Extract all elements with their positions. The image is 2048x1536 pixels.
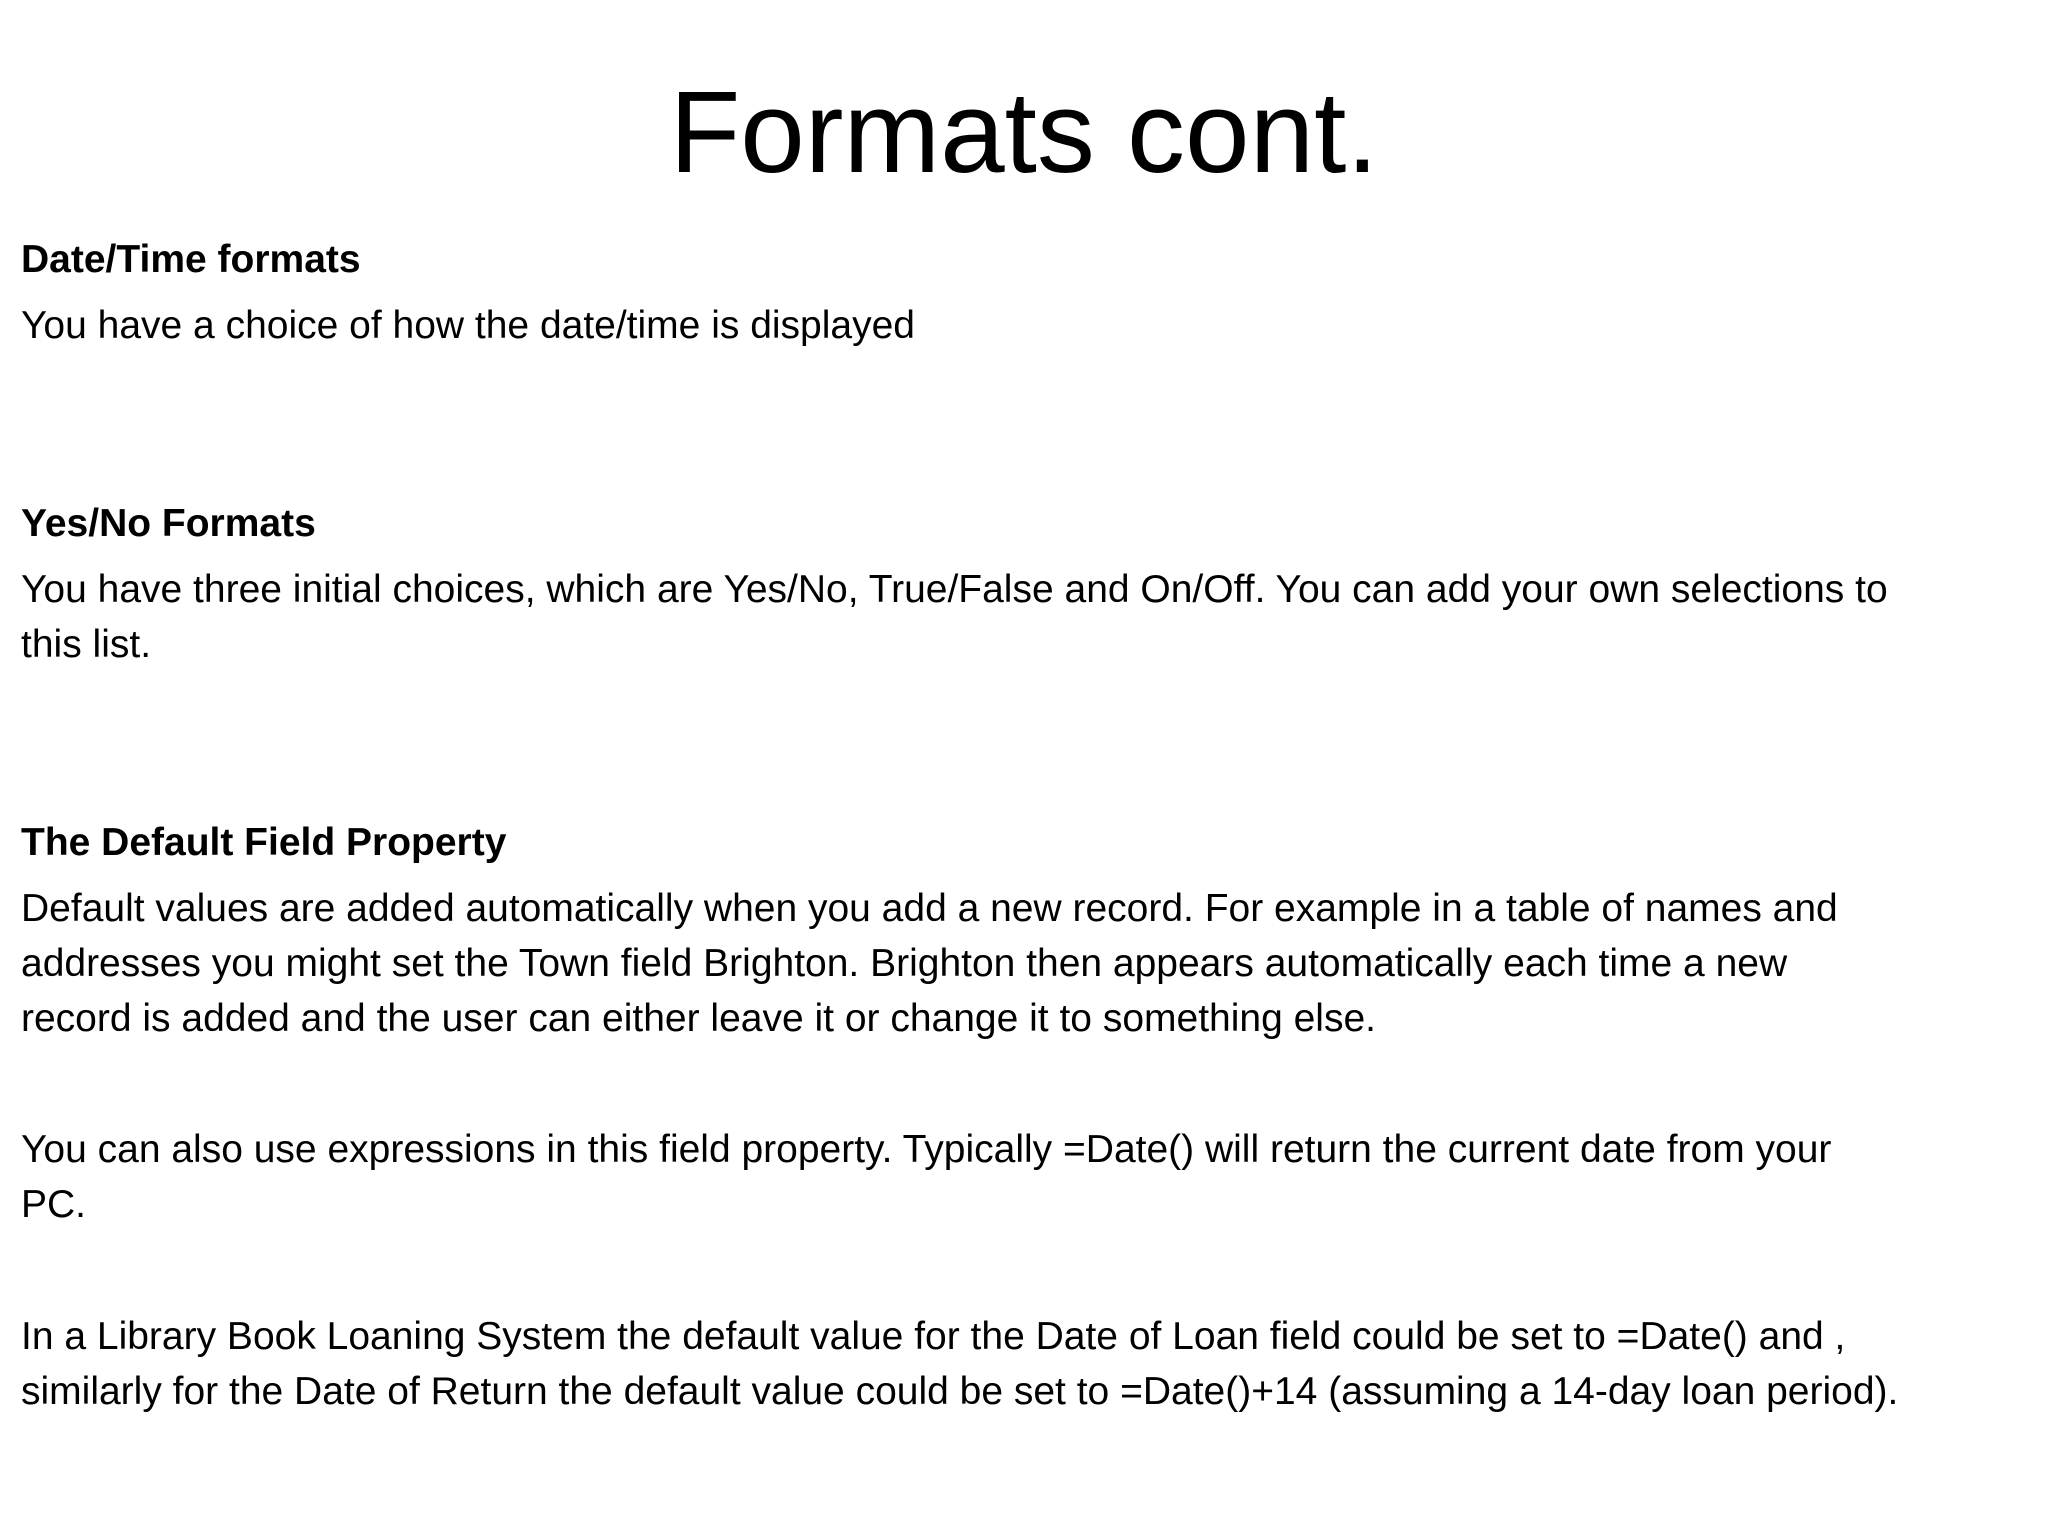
text-line: addresses you might set the Town field Brighton. Brighton then appears automatically each time a new <box>21 942 1788 985</box>
text-line: similarly for the Date of Return the default value could be set to =Date()+14 (assuming a 14-day loan period). <box>21 1370 1899 1413</box>
expressions-paragraph <box>21 1122 2031 1232</box>
text-line: You have three initial choices, which are Yes/No, True/False and On/Off. You can add your own selections to <box>21 568 1888 611</box>
text-line: In a Library Book Loaning System the default value for the Date of Loan field could be set to =Date() and , <box>21 1315 1846 1358</box>
text-line: this list. <box>21 623 152 666</box>
text-line: You can also use expressions in this field property. Typically =Date() will return the current date from your <box>21 1128 1832 1171</box>
text-line: Default values are added automatically when you add a new record. For example in a table of names and <box>21 887 1838 930</box>
default-field-property-heading: The Default Field Property <box>21 821 507 864</box>
yes-no-formats-heading: Yes/No Formats <box>21 502 316 545</box>
default-field-property-description <box>21 881 2031 1046</box>
slide-title: Formats cont. <box>669 67 1379 197</box>
library-example-paragraph <box>21 1309 2031 1419</box>
yes-no-formats-description <box>21 562 2031 672</box>
text-line: record is added and the user can either leave it or change it to something else. <box>21 997 1376 1040</box>
date-time-formats-description <box>21 298 2031 353</box>
text-line: You have a choice of how the date/time is displayed <box>21 304 915 347</box>
text-line: PC. <box>21 1183 87 1226</box>
date-time-formats-heading: Date/Time formats <box>21 238 361 281</box>
